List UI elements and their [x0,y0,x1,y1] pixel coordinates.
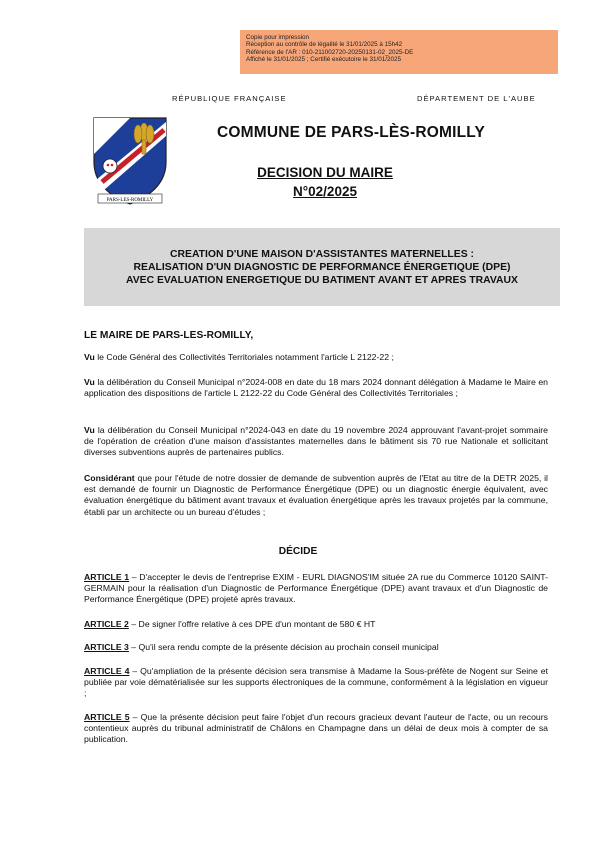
maire-heading: LE MAIRE DE PARS-LES-ROMILLY, [84,330,254,341]
considerant-keyword: Considérant [84,473,135,483]
considerant-text: que pour l'étude de notre dossier de demande de subvention auprès de l'Etat au titre de la DETR 2025, il est demandé de fournir un Diagnostic de Performance Énergétique (DPE) ou un diagnostic énergie équivalent, avec évaluation énergétique du bâtiment avant travaux et évaluation énergétique après les travaux projetés par la commune, établi par un architecte ou un bureau d'études ; [84,473,548,517]
article-label: ARTICLE 5 [84,712,130,722]
decision-heading [230,163,420,201]
stamp-line: Copie pour impression [246,34,309,41]
article-4 [84,666,548,700]
considerant-paragraph [84,473,548,518]
vu-text: la délibération du Conseil Municipal n°2024-008 en date du 18 mars 2024 donnant délégation à Madame le Maire en application des dispositions de l'article L 2122-22 du Code Général des Collectivités Territoriales ; [84,377,548,399]
crest-motto: PARS-LES-ROMILLY [106,198,154,203]
vu-keyword: Vu [84,377,95,387]
transmission-stamp [240,30,558,74]
decide-heading: DÉCIDE [278,546,318,557]
commune-crest-icon [84,110,176,210]
subject-line: AVEC EVALUATION ENERGETIQUE DU BATIMENT AVANT ET APRES TRAVAUX [126,274,518,286]
vu-keyword: Vu [84,352,95,362]
vu-paragraph [84,352,548,363]
article-label: ARTICLE 4 [84,666,130,676]
vu-text: le Code Général des Collectivités Territoriales notamment l'article L 2122-22 ; [94,352,394,362]
stamp-line: Affiché le 31/01/2025 ; Certifié exécutoire le 31/01/2025 [246,56,401,64]
stamp-line: Référence de l'AR : 010-211002720-20250131-02_2025-DE [246,48,414,56]
article-label: ARTICLE 2 [84,619,129,629]
article-label: ARTICLE 3 [84,642,129,652]
decision-title: DECISION DU MAIRE [257,165,393,180]
article-3 [84,642,548,653]
article-text: – Qu'il sera rendu compte de la présente décision au prochain conseil municipal [128,642,439,652]
article-5 [84,712,548,746]
stamp-line: Réception au contrôle de légalité le 31/01/2025 à 15h42 [246,41,403,49]
article-text: – Qu'ampliation de la présente décision sera transmise à Madame la Sous-préfète de Nogent sur Seine et publiée par voie dématérialisée sur les supports électroniques de la commune, conformément à la législation en vigueur ; [84,666,549,699]
commune-title: COMMUNE DE PARS-LÈS-ROMILLY [217,124,486,141]
vu-paragraph [84,425,548,459]
subject-line: CREATION D'UNE MAISON D'ASSISTANTES MATERNELLES : [170,248,474,260]
article-label: ARTICLE 1 [84,572,130,582]
subject-line: REALISATION D'UN DIAGNOSTIC DE PERFORMANCE ÉNERGETIQUE (DPE) [133,261,511,273]
republique-label: RÉPUBLIQUE FRANÇAISE [172,94,287,103]
decision-number: N°02/2025 [293,184,357,199]
article-text: – Que la présente décision peut faire l'objet d'un recours gracieux devant l'auteur de l'acte, ou un recours contentieux auprès du tribunal administratif de Châlons en Champagne dans un délai de deux mois à compter de sa publication. [84,712,548,745]
vu-paragraph [84,377,548,399]
departement-label: DÉPARTEMENT DE L'AUBE [417,94,536,103]
article-text: – De signer l'offre relative à ces DPE d'un montant de 580 € HT [128,619,376,629]
vu-keyword: Vu [84,425,95,435]
vu-text: la délibération du Conseil Municipal n°2024-043 en date du 19 novembre 2024 approuvant l'avant-projet sommaire de l'opération de création d'une maison d'assistantes maternelles dans le bâtiment sis 70 rue Nationale et sollicitant diverses subventions auprès de partenaires publics. [84,425,548,458]
article-2 [84,619,548,630]
article-text: – D'accepter le devis de l'entreprise EXIM - EURL DIAGNOS'IM située 2A rue du Commerce 10120 SAINT-GERMAIN pour la réalisation d'un Diagnostic de Performance Énergétique (DPE) avant travaux et d'un Diagnostic de Performance Énergétique (DPE) projeté après travaux. [84,572,548,605]
article-1 [84,572,548,606]
subject-box [84,228,560,306]
